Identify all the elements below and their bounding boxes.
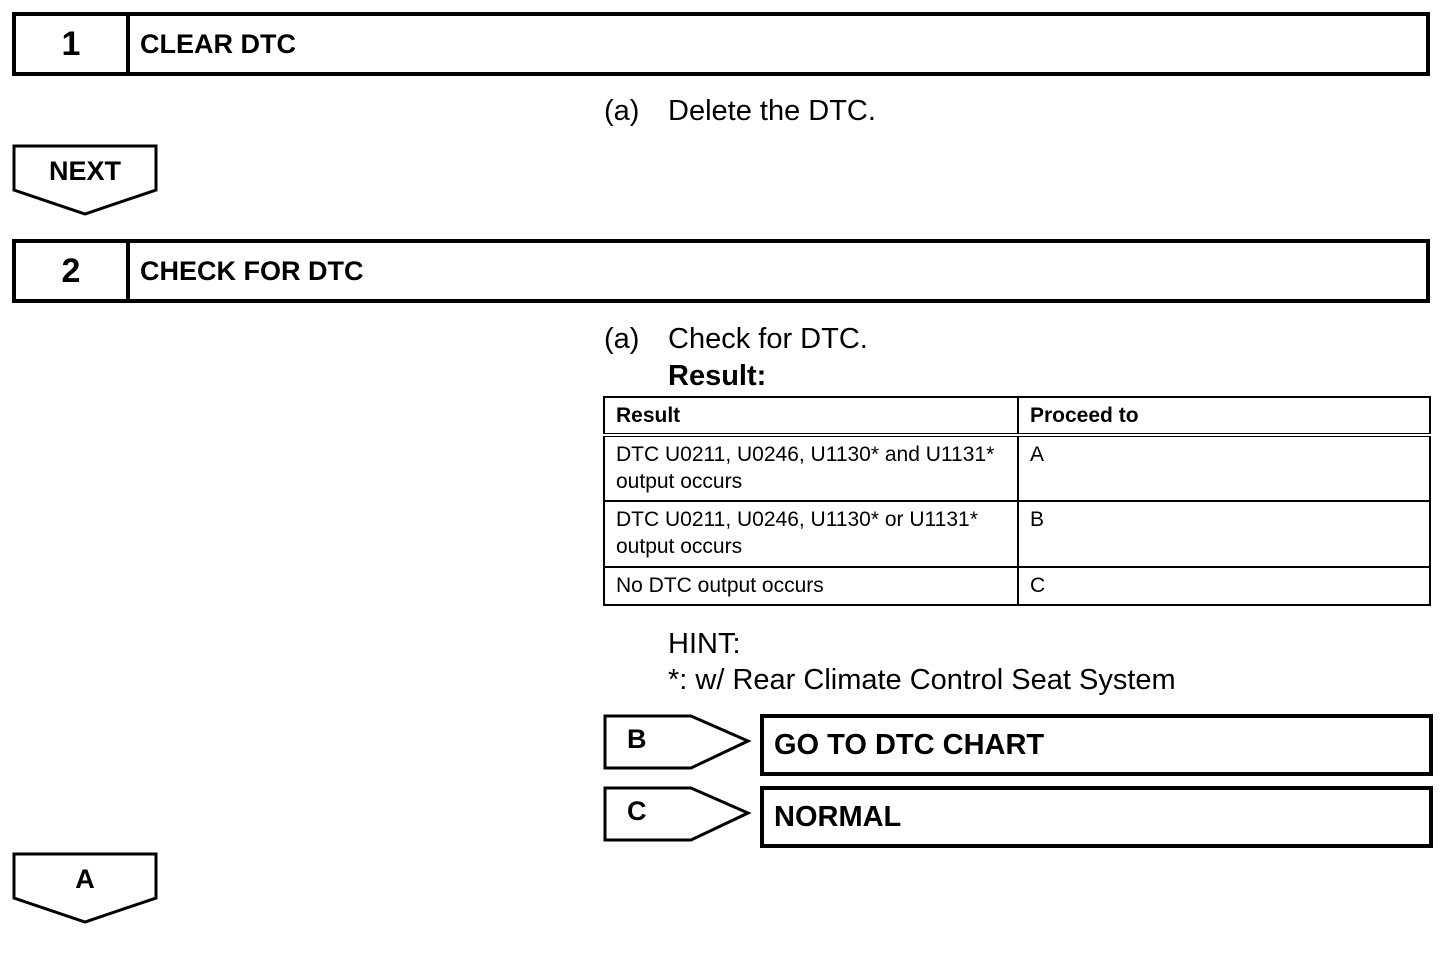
arrow-a-label: A <box>75 864 95 894</box>
table-cell-result: DTC U0211, U0246, U1130* and U1131* output occurs <box>604 435 1018 501</box>
branch-b <box>603 714 1433 776</box>
table-row <box>604 435 1430 501</box>
table-row <box>604 567 1430 605</box>
arrow-a <box>12 852 158 926</box>
table-row <box>604 501 1430 567</box>
step-1-number: 1 <box>16 16 130 72</box>
hint-text: *: w/ Rear Climate Control Seat System <box>668 664 1176 696</box>
table-cell-proceed: B <box>1018 501 1430 567</box>
step-1-title: CLEAR DTC <box>140 28 296 59</box>
step-2-title: CHECK FOR DTC <box>140 255 364 286</box>
next-arrow-label: NEXT <box>48 156 121 186</box>
step-1-sub-label: (a) <box>604 95 640 127</box>
step-2-instruction <box>604 323 868 356</box>
table-cell-proceed: C <box>1018 567 1430 605</box>
hint-title: HINT: <box>668 628 741 660</box>
table-header-row <box>604 397 1430 435</box>
right-arrow-icon <box>603 786 753 844</box>
branch-b-action: GO TO DTC CHART <box>760 714 1433 776</box>
step-1-instruction <box>604 95 876 128</box>
step-2-sub-text: Check for DTC. <box>668 323 868 355</box>
right-arrow-icon <box>603 714 753 772</box>
table-cell-result: DTC U0211, U0246, U1130* or U1131* output occurs <box>604 501 1018 567</box>
result-label: Result: <box>668 360 767 392</box>
branch-c-action: NORMAL <box>760 786 1433 848</box>
table-header-result: Result <box>604 397 1018 435</box>
branch-c-letter: C <box>627 796 647 826</box>
step-1-header <box>12 12 1430 76</box>
next-arrow <box>12 144 158 218</box>
table-cell-result: No DTC output occurs <box>604 567 1018 605</box>
branch-c <box>603 786 1433 848</box>
table-cell-proceed: A <box>1018 435 1430 501</box>
step-2-number: 2 <box>16 243 130 299</box>
step-2-sub-label: (a) <box>604 323 640 355</box>
step-2-header <box>12 239 1430 303</box>
branch-b-letter: B <box>627 724 647 754</box>
step-1-sub-text: Delete the DTC. <box>668 95 876 127</box>
result-table <box>603 396 1431 606</box>
table-header-proceed: Proceed to <box>1018 397 1430 435</box>
